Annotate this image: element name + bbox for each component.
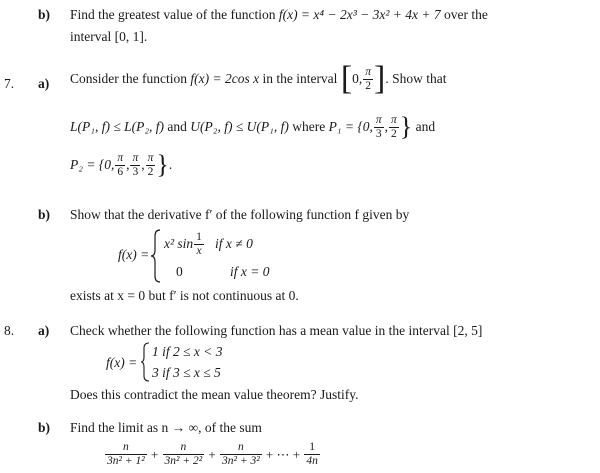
q7-number: 7.: [4, 76, 15, 91]
q8-b-term1: $\frac{n}{\text{3n² + 1²}}$: [107, 441, 145, 467]
q8-a-text1: Check whether the following function has a mean value in the interval [2, 5]: [70, 323, 483, 338]
q7-a-P2-frac2: $\frac{\pi}{3}$: [132, 152, 139, 178]
q8-b-dots: + ⋯ +: [265, 446, 301, 462]
q7-a-where: where: [292, 119, 326, 135]
q7-a-and: and: [167, 119, 187, 135]
q8-b-term3: $\frac{n}{\text{3n² + 3²}}$: [222, 441, 260, 467]
q7-a-text1: Consider the function: [70, 71, 187, 87]
q8-b-label: b): [38, 420, 51, 435]
q8-b-text1: Find the limit as n → ∞, of the sum: [70, 420, 262, 435]
q7-b-case2-expr: 0: [176, 264, 183, 279]
q7-a-P2: P₂ = {0,: [70, 157, 115, 173]
q7-a-line1: Consider the function f(x) = 2cos x in the interval [ 0, $\frac{\pi}{2}$ ] . Show that: [70, 60, 447, 97]
q6-b-text: [70, 8, 488, 22]
q7-a-P2-frac1: $\frac{\pi}{6}$: [117, 152, 124, 178]
q6-b-text2: over the: [444, 7, 488, 22]
q7-a-P1-frac2: $\frac{\pi}{2}$: [391, 114, 397, 140]
q6-b-label: b): [38, 7, 51, 22]
q8-a-case2: 3 if 3 ≤ x ≤ 5: [152, 365, 221, 380]
q8-b-term4: $\frac{1}{4n}$: [306, 441, 318, 467]
q8-number: 8.: [4, 323, 15, 338]
q7-b-case2-cond: if x = 0: [230, 264, 270, 279]
q7-a-label: a): [38, 76, 50, 91]
q7-b-case1: [164, 230, 253, 258]
q8-a-fx: f(x) =: [106, 355, 138, 370]
q7-a-text3: . Show that: [385, 71, 447, 87]
q7-b-case1-cond: if x ≠ 0: [215, 236, 253, 252]
q7-a-line2: L(P₁, f) ≤ L(P₂, f) and U(P₂, f) ≤ U(P₁, f) where P₁ = {0, $\frac{\pi}{3}$ , $\frac{\pi}{2}$ } and: [70, 112, 436, 141]
q8-a-text2: Does this contradict the mean value theorem? Justify.: [70, 387, 359, 402]
q7-b-text2: exists at x = 0 but f′ is not continuous at 0.: [70, 288, 299, 303]
q7-a-P2-frac3: $\frac{\pi}{2}$: [147, 152, 154, 178]
q7-b-case1-expr: x² sin: [164, 236, 194, 252]
q8-a-brace-icon: [140, 342, 150, 382]
q8-a-case1: 1 if 2 ≤ x < 3: [152, 344, 223, 359]
q7-b-label: b): [38, 207, 51, 222]
q7-a-P1-frac1: $\frac{\pi}{3}$: [375, 114, 382, 140]
q7-a-ineq1: L(P₁, f) ≤ L(P₂, f): [70, 119, 165, 135]
q7-b-fx: f(x) =: [118, 247, 150, 262]
q6-b-text1: Find the greatest value of the function: [70, 7, 276, 22]
q7-b-text1: Show that the derivative f′ of the following function f given by: [70, 207, 410, 222]
q7-a-interval-frac: $\frac{\pi}{2}$: [365, 66, 372, 92]
q8-b-term2: $\frac{n}{\text{3n² + 2²}}$: [164, 441, 203, 467]
q7-a-and2: and: [415, 119, 436, 135]
q7-b-brace-icon: [150, 228, 162, 284]
q6-b-interval: interval [0, 1].: [70, 29, 148, 44]
q7-b-case1-frac: $\frac{1}{x}$: [196, 231, 202, 257]
q7-a-line3: P₂ = {0, $\frac{\pi}{6}$ , $\frac{\pi}{3}$ , $\frac{\pi}{2}$ } .: [70, 150, 173, 179]
q6-b-function: f(x) = x⁴ − 2x³ − 3x² + 4x + 7: [278, 7, 441, 22]
q7-a-interval-start: 0,: [352, 71, 363, 87]
q7-a-ineq2: U(P₂, f) ≤ U(P₁, f): [190, 119, 289, 135]
q7-a-P1: P₁ = {0,: [328, 119, 373, 135]
q8-b-sum: $\frac{n}{\text{3n² + 1²}}$ + $\frac{n}{\text{3n² + 2²}}$ + $\frac{n}{\text{3n² + 3²}}$ + ⋯ + $\frac{1}{4n}$: [107, 441, 318, 467]
q7-a-function: f(x) = 2cos x: [190, 71, 260, 87]
q8-a-label: a): [38, 323, 50, 338]
q7-a-text2: in the interval: [262, 71, 338, 87]
